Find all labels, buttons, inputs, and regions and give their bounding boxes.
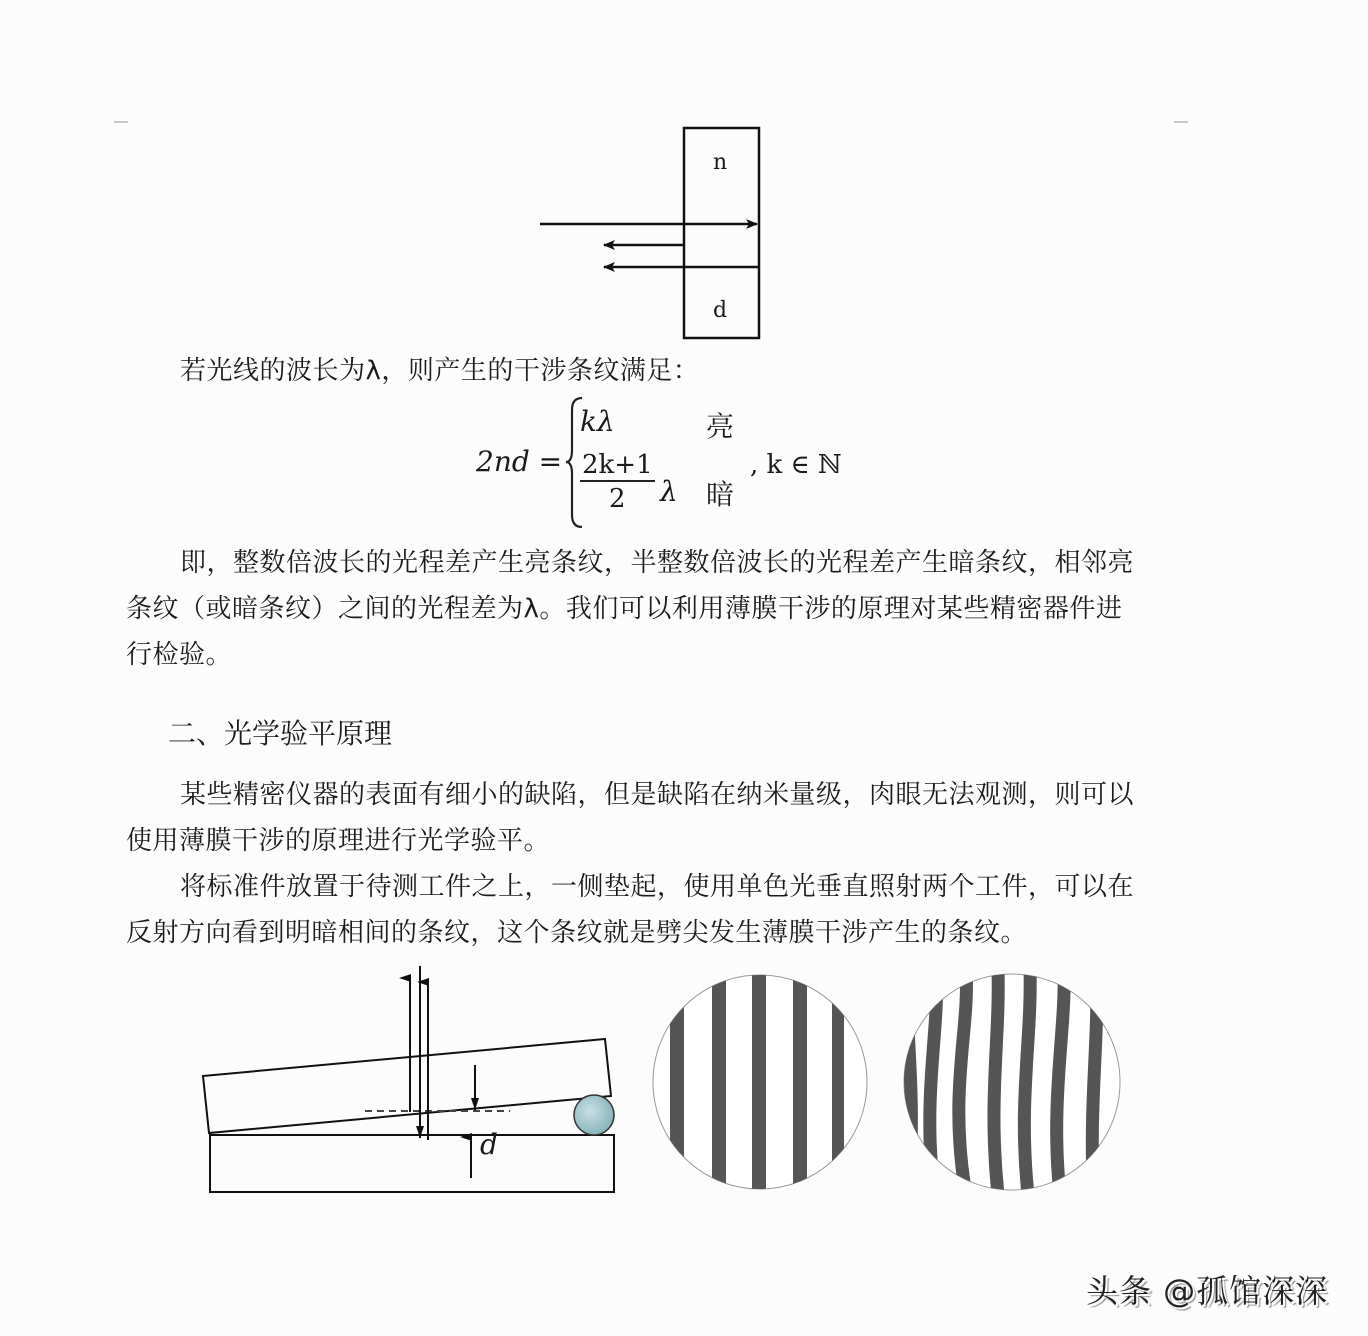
- paragraph-2-line-2: 使用薄膜干涉的原理进行光学验平。: [126, 826, 551, 856]
- natural-number-condition: , k ∈ ℕ: [750, 450, 842, 480]
- bright-condition-expr: kλ: [580, 405, 615, 438]
- thickness-label: d: [713, 298, 728, 323]
- page-corner-mark-right: [1174, 121, 1188, 123]
- thin-film-diagram: [530, 120, 780, 350]
- gap-thickness-label: d: [480, 1128, 498, 1161]
- straight-fringe-pattern: [652, 970, 872, 1195]
- paragraph-3-line-2: 反射方向看到明暗相间的条纹，这个条纹就是劈尖发生薄膜干涉产生的条纹。: [126, 918, 1028, 948]
- air-wedge-diagram: [190, 960, 630, 1210]
- dark-condition-lambda: λ: [660, 475, 678, 508]
- paragraph-3-line-1: 将标准件放置于待测工件之上，一侧垫起，使用单色光垂直照射两个工件，可以在: [180, 872, 1135, 902]
- page-corner-mark-left: [114, 121, 128, 123]
- formula-lhs: 2nd =: [476, 445, 563, 478]
- dark-condition-fraction: [580, 450, 655, 514]
- paragraph-1-line-2: 条纹（或暗条纹）之间的光程差为λ。我们可以利用薄膜干涉的原理对某些精密器件进: [126, 594, 1123, 624]
- wavy-fringe-pattern: [900, 970, 1125, 1195]
- watermark: 头条 @孤馆深深: [1086, 1272, 1329, 1310]
- intro-text: 若光线的波长为λ，则产生的干涉条纹满足：: [180, 356, 700, 386]
- fraction-numerator: 2k+1: [582, 450, 653, 480]
- interference-formula: [470, 395, 890, 535]
- refractive-index-label: n: [713, 150, 728, 175]
- section-heading: 二、光学验平原理: [168, 717, 393, 750]
- bright-label: 亮: [706, 410, 735, 443]
- dark-label: 暗: [706, 478, 735, 511]
- paragraph-2-line-1: 某些精密仪器的表面有细小的缺陷，但是缺陷在纳米量级，肉眼无法观测，则可以: [180, 780, 1135, 810]
- fraction-denominator: 2: [609, 484, 626, 514]
- paragraph-1-line-1: 即，整数倍波长的光程差产生亮条纹，半整数倍波长的光程差产生暗条纹，相邻亮: [180, 548, 1135, 578]
- paragraph-1-line-3: 行检验。: [126, 640, 233, 670]
